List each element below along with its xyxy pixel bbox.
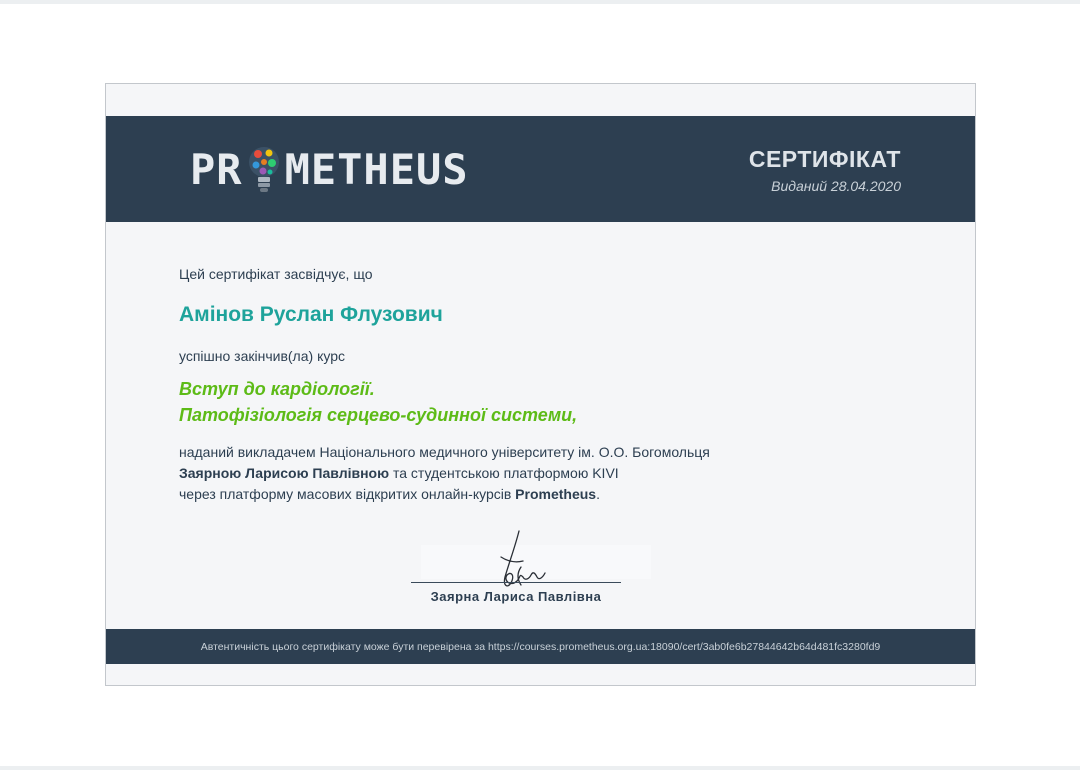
platform-name: Prometheus (515, 486, 597, 502)
intro-text: Цей сертифікат засвідчує, що (179, 266, 373, 282)
signatory-name: Заярна Лариса Павлівна (430, 589, 602, 604)
certificate-header (106, 116, 975, 222)
certificate (105, 83, 976, 686)
signature-line (411, 582, 621, 583)
lightbulb-icon (245, 144, 283, 196)
description-line-1: наданий викладачем Національного медичного університету ім. О.О. Богомольця (179, 444, 710, 460)
description-line-2 (179, 463, 710, 484)
course-title (179, 376, 577, 428)
bottom-strip (0, 766, 1080, 770)
certificate-title: СЕРТИФІКАТ (748, 146, 901, 172)
course-description (179, 442, 710, 505)
description-line-3-end: . (596, 486, 600, 502)
certificate-footer (106, 629, 975, 664)
issue-date: Виданий 28.04.2020 (771, 178, 901, 194)
top-strip (0, 0, 1080, 4)
instructor-name: Заярною Ларисою Павлівною (179, 465, 390, 481)
logo-text-right: METHEUS (284, 145, 469, 194)
description-line-2-rest: та студентською платформою KIVI (389, 465, 619, 481)
verification-text: Автентичність цього сертифікату може бути перевірена за https://courses.prometheus.org.ua:18090/cert/3ab0fe6b27844642b64d481fc3280fd9 (200, 640, 881, 653)
logo-text-left: PR (190, 145, 243, 194)
description-line-3-start: через платформу масових відкритих онлайн-курсів (179, 486, 516, 502)
recipient-name: Амінов Руслан Флузович (179, 303, 443, 326)
completed-text: успішно закінчив(ла) курс (179, 348, 345, 364)
course-title-line-2: Патофізіологія серцево-судинної системи, (179, 405, 578, 425)
course-title-line-1: Вступ до кардіології. (179, 379, 375, 399)
signature-image (481, 527, 571, 597)
description-line-3 (179, 484, 710, 505)
signature-block (411, 527, 621, 607)
prometheus-logo (190, 144, 469, 196)
